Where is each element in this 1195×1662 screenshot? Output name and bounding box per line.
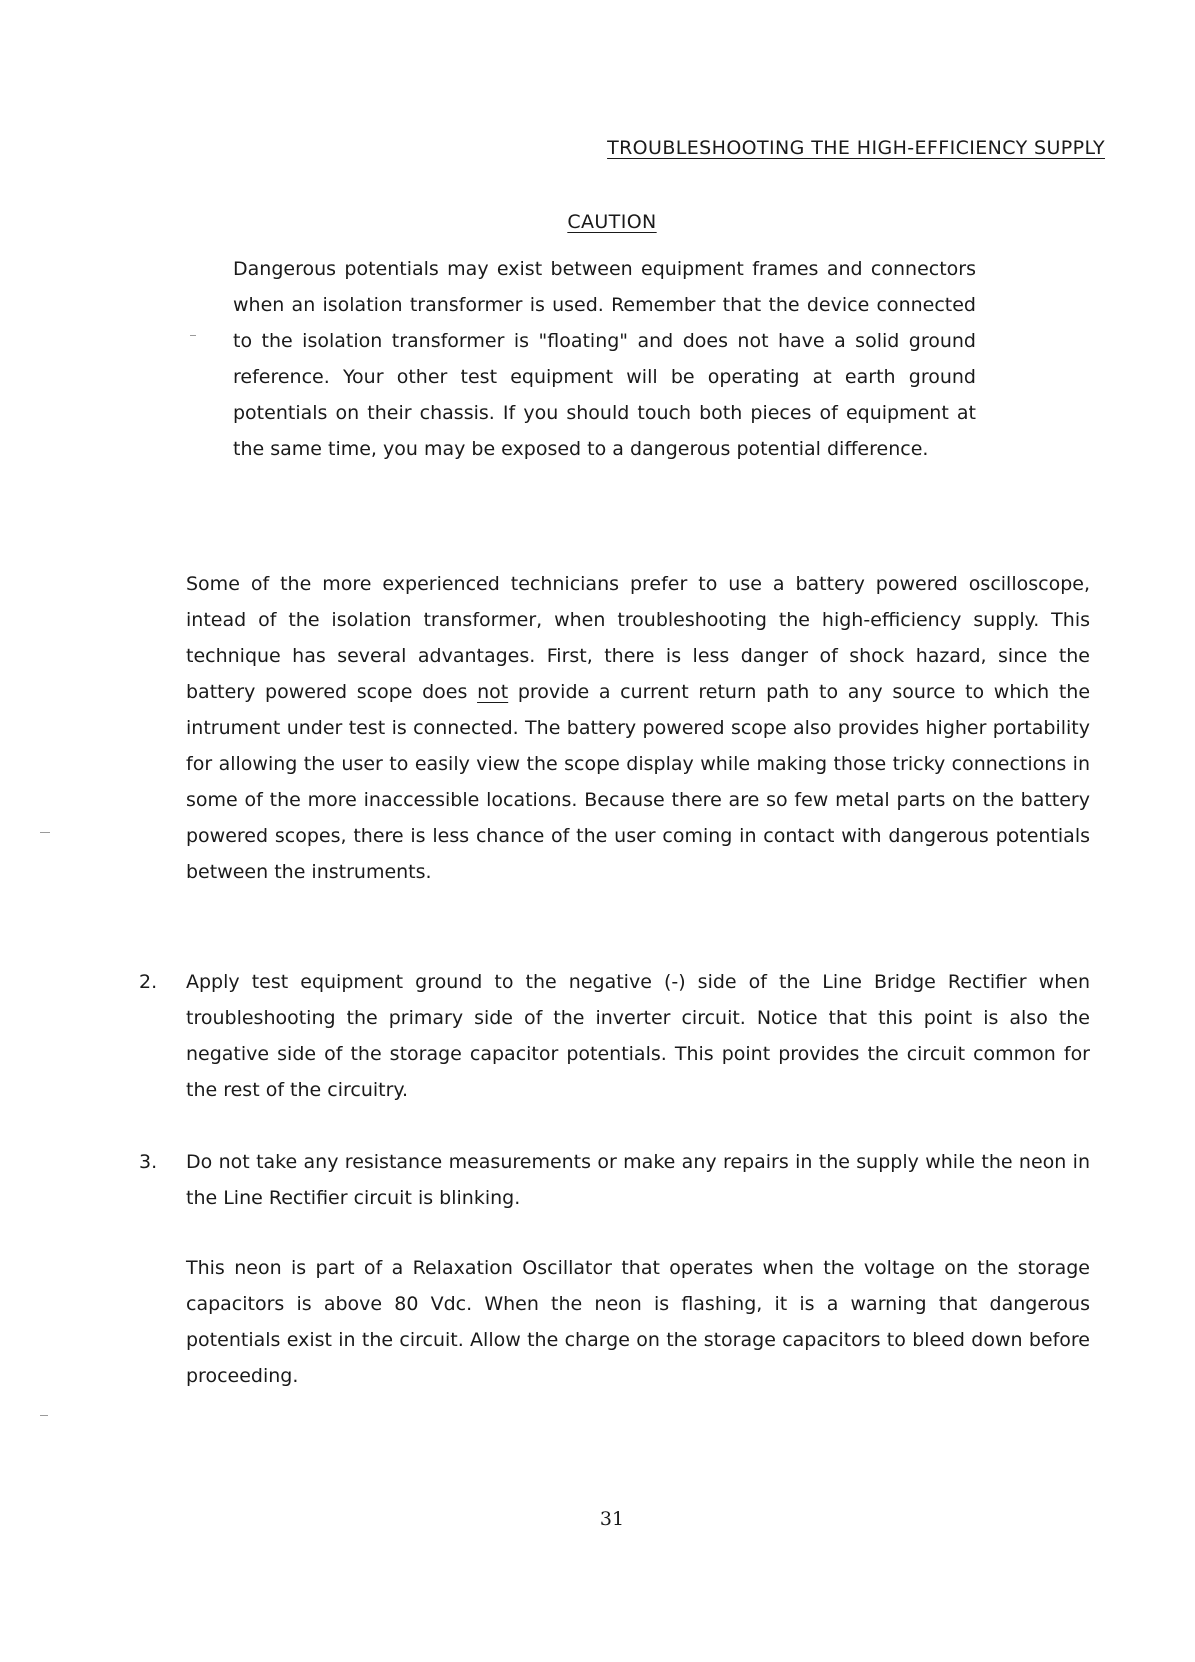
paragraph-text-part-1: Some of the more experienced technicians prefer to use a battery powered oscilloscope, intead of the isolation transformer, when troubleshooting the high-efficiency supply. This technique has several advantages. First, there is less danger of shock hazard, since the battery powered scope does	[186, 573, 1090, 703]
running-header-title: TROUBLESHOOTING THE HIGH-EFFICIENCY SUPPLY	[607, 137, 1105, 159]
list-item-number: 2.	[139, 971, 158, 993]
scan-speck	[40, 1415, 48, 1416]
neon-warning-paragraph: This neon is part of a Relaxation Oscillator that operates when the voltage on the storage capacitors is above 80 Vdc. When the neon is flashing, it is a warning that dangerous potentials exist in the circuit. Allow the charge on the storage capacitors to bleed down before proceeding.	[186, 1257, 1090, 1387]
page-number: 31	[599, 1508, 625, 1530]
scan-speck	[40, 832, 50, 833]
list-item	[139, 1144, 1090, 1216]
list-item-text: Do not take any resistance measurements or make any repairs in the supply while the neon in the Line Rectifier circuit is blinking.	[186, 1151, 1090, 1209]
list-item	[139, 964, 1090, 1108]
scan-speck	[190, 335, 196, 336]
emphasis-not: not	[477, 681, 509, 703]
battery-scope-paragraph	[186, 566, 1090, 890]
paragraph-text-part-2: provide a current return path to any source to which the intrument under test is connected. The battery powered scope also provides higher portability for allowing the user to easily view the scope display while making those tricky connections in some of the more inaccessible locations. Because there are so few metal parts on the battery powered scopes, there is less chance of the user coming in contact with dangerous potentials between the instruments.	[186, 681, 1091, 883]
caution-heading: CAUTION	[567, 211, 657, 233]
list-item-text: Apply test equipment ground to the negative (-) side of the Line Bridge Rectifier when troubleshooting the primary side of the inverter circuit. Notice that this point is also the negative side of the storage capacitor potentials. This point provides the circuit common for the rest of the circuitry.	[186, 971, 1090, 1101]
caution-body-text: Dangerous potentials may exist between equipment frames and connectors when an isolation transformer is used. Remember that the device connected to the isolation transformer is "floating" and does not have a solid ground reference. Your other test equipment will be operating at earth ground potentials on their chassis. If you should touch both pieces of equipment at the same time, you may be exposed to a dangerous potential difference.	[233, 258, 976, 460]
list-item-number: 3.	[139, 1151, 158, 1173]
